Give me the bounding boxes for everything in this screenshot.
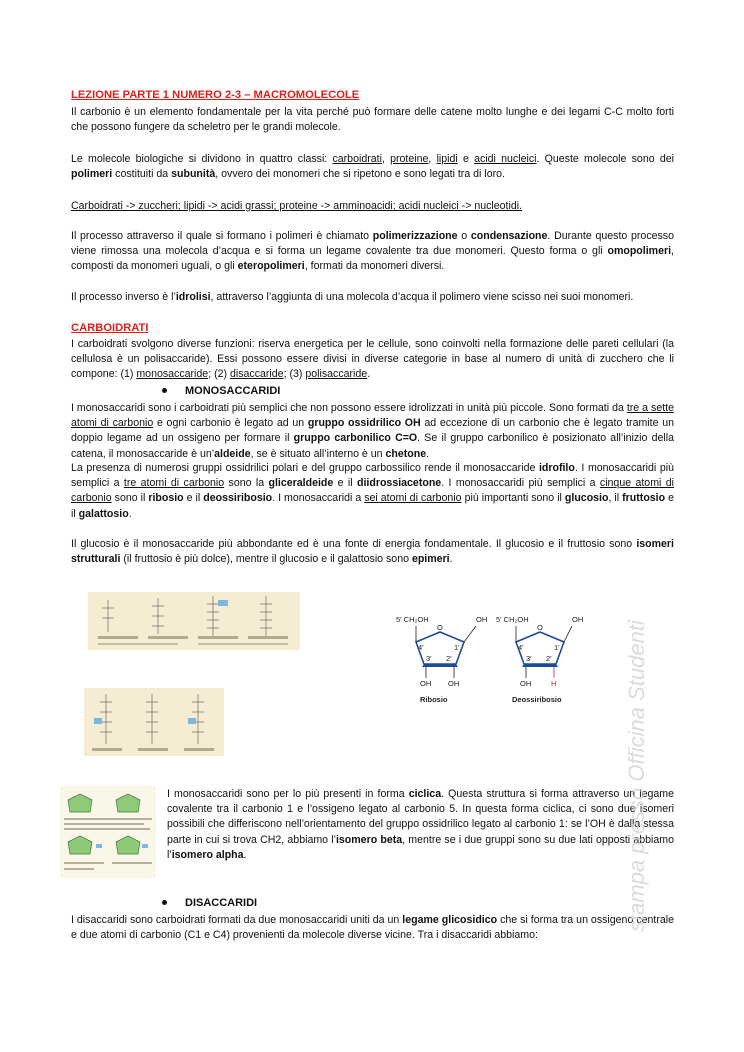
label-ribosio: Ribosio	[420, 695, 448, 704]
c2-label-left: 2′	[446, 654, 452, 663]
ch2oh-left: 5′ CH₂OH	[396, 615, 429, 624]
oh-c3-left: OH	[420, 679, 432, 688]
h-c2-right: H	[551, 679, 557, 688]
c4-label-left: 4′	[418, 643, 424, 652]
intro-paragraph-3: Carboidrati -> zuccheri; lipidi -> acidi grassi; proteine -> amminoacidi; acidi nucleici -> nucleotidi.	[71, 200, 523, 212]
oh-c1-left: OH	[476, 615, 488, 624]
ring-oxygen-left: O	[437, 623, 443, 632]
c1-label-left: 1′	[454, 643, 460, 652]
section-heading-carboidrati: CARBOIDRATI	[71, 322, 149, 334]
c3-label-right: 3′	[526, 654, 532, 663]
intro-paragraph-5: Il processo inverso è l’idrolisi, attraverso l’aggiunta di una molecola d’acqua il polimero viene scisso nei suoi monomeri.	[71, 291, 634, 303]
svg-text:stampa presso Officina Student: stampa presso Officina Studenti	[624, 620, 649, 932]
ring-oxygen-right: O	[537, 623, 543, 632]
c1-label-right: 1′	[554, 643, 560, 652]
intro-paragraph-1: Il carbonio è un elemento fondamentale per la vita perché può formare delle catene molto lunghe e dei legami C-C molto forti che possono fungere da scheletro per le grandi molecole.	[71, 106, 674, 134]
oh-c1-right: OH	[572, 615, 584, 624]
carboidrati-paragraph: I carboidrati svolgono diverse funzioni: riserva energetica per le cellule, sono coinvolti nella formazione delle pareti cellulari (la cellulosa è un polisaccaride). Essi possono essere divisi in diverse categorie in base al numero di unità di zucchero che li compone: (1) monosaccaride; (2) disaccaride; (3) polisaccaride.	[71, 338, 674, 381]
class-carboidrati: carboidrati	[332, 153, 382, 165]
label-deossiribosio: Deossiribosio	[512, 695, 562, 704]
watermark	[600, 560, 660, 940]
class-acidi-nucleici: acidi nucleici	[474, 153, 537, 165]
monosaccaridi-paragraph-1: I monosaccaridi sono i carboidrati più semplici che non possono essere idrolizzati in unità più piccole. Sono formati da tre a sette atomi di carbonio e ogni carbonio è legato ad un gruppo ossidrilico OH ad eccezione di un carbonio che è legato tramite un doppio legame ad un ossigeno per formare il gruppo carbonilico C=O. Se il gruppo carbonilico è posizionato all’inizio della catena, il monosaccaride è un’aldeide, se è situato all’interno è un chetone.	[71, 402, 674, 460]
intro-paragraph-4: Il processo attraverso il quale si formano i polimeri è chiamato polimerizzazione o condensazione. Durante questo processo viene rimossa una molecola d’acqua e si forma un legame covalente tra due monomeri. Questo forma o gli omopolimeri, composti da monomeri uguali, o gli eteropolimeri, formati da monomeri diversi.	[71, 230, 674, 273]
monosaccaridi-paragraph-2: La presenza di numerosi gruppi ossidrilici polari e del gruppo carbossilico rende il monosaccaride idrofilo. I monosaccaridi più semplici a tre atomi di carbonio sono la gliceraldeide e il diidrossiacetone. I monosaccaridi più semplici a cinque atomi di carbonio sono il ribosio e il deossiribosio. I monosaccaridi a sei atomi di carbonio più importanti sono il glucosio, il fruttosio e il galattosio.	[71, 462, 675, 520]
subheading-disaccaridi: DISACCARIDI	[162, 897, 257, 909]
monosaccaridi-paragraph-3: Il glucosio è il monosaccaride più abbondante ed è una fonte di energia fondamentale. Il glucosio e il fruttosio sono isomeri strutturali (il fruttosio è più dolce), mentre il glucosio e il galattosio sono epimeri.	[71, 538, 674, 566]
intro-paragraph-2: Le molecole biologiche si dividono in quattro classi: carboidrati, proteine, lipidi e acidi nucleici. Queste molecole sono dei polimeri costituiti da subunità, ovvero dei monomeri che si ripetono e sono legati tra di loro.	[71, 153, 674, 181]
page-title: LEZIONE PARTE 1 NUMERO 2-3 – MACROMOLECOLE	[71, 89, 360, 101]
disaccaridi-paragraph: I disaccaridi sono carboidrati formati da due monosaccaridi uniti da un legame glicosidico che si forma tra un ossigeno centrale e due atomi di carbonio (C1 e C4) provenienti da molecole diverse vicine. Tra i disaccaridi abbiamo:	[71, 914, 675, 942]
class-proteine: proteine	[390, 153, 429, 165]
c2-label-right: 2′	[546, 654, 552, 663]
oh-c2-left: OH	[448, 679, 460, 688]
cyclic-forms-image	[60, 786, 156, 878]
ch2oh-right: 5′ CH₂OH	[496, 615, 529, 624]
bullet-icon	[162, 388, 167, 393]
monosaccaridi-paragraph-4: I monosaccaridi sono per lo più presenti in forma ciclica. Questa struttura si forma attraverso un legame covalente tra il carbonio 1 e l’ossigeno legato al carbonio 5. In questa forma ciclica, ci sono due isomeri possibili che differiscono nell’orientamento del gruppo ossidrilico legato al carbonio 1: se l’OH è dalla stessa parte in cui si trova CH2, abbiamo l’isomero beta, mentre se i due gruppi sono su due lati opposti abbiamo l’isomero alpha.	[167, 788, 674, 861]
class-lipidi: lipidi	[436, 153, 458, 165]
subheading-monosaccaridi: MONOSACCARIDI	[162, 385, 280, 397]
linear-structures-image-top	[88, 592, 300, 650]
ribose-deoxyribose-figure	[396, 608, 608, 706]
bullet-icon	[162, 900, 167, 905]
oh-c3-right: OH	[520, 679, 532, 688]
c3-label-left: 3′	[426, 654, 432, 663]
linear-structures-image-bottom	[84, 688, 224, 756]
c4-label-right: 4′	[518, 643, 524, 652]
